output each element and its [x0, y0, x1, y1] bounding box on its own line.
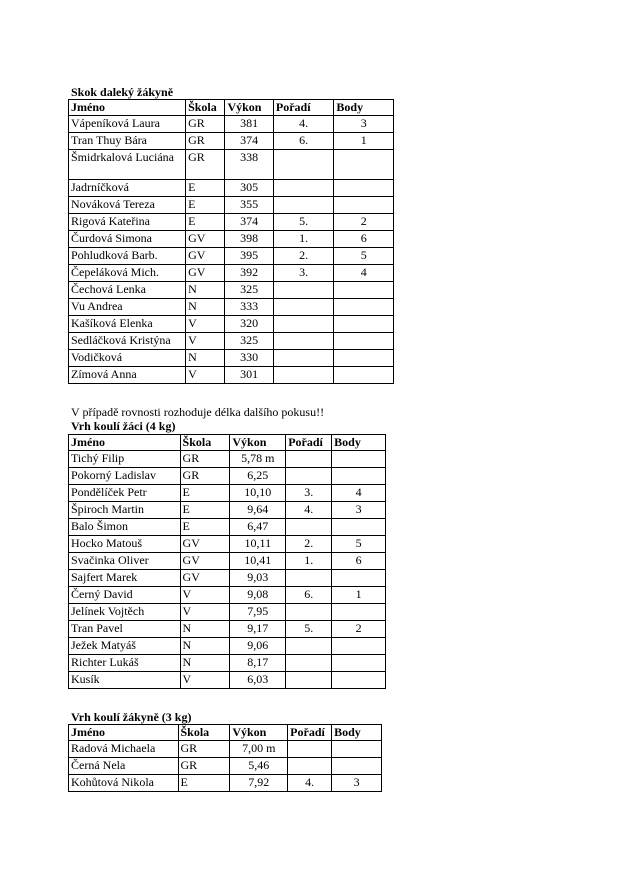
points-cell [334, 282, 394, 299]
result-cell: 5,46 [230, 758, 288, 775]
points-cell: 4 [332, 485, 386, 502]
table-row [69, 248, 394, 265]
header-name: Jméno [69, 725, 179, 741]
rank-cell [286, 638, 332, 655]
rank-cell: 2. [286, 536, 332, 553]
rank-cell [273, 150, 334, 180]
header-points: Body [332, 725, 382, 741]
points-cell: 3 [332, 502, 386, 519]
result-cell: 10,10 [230, 485, 286, 502]
rank-cell: 6. [286, 587, 332, 604]
points-cell [334, 299, 394, 316]
table-row [69, 350, 394, 367]
table-row [69, 570, 386, 587]
points-cell [334, 367, 394, 384]
points-cell: 4 [334, 265, 394, 282]
athlete-name-cell: Vápeníková Laura [69, 116, 186, 133]
result-cell: 374 [225, 133, 273, 150]
table-row [69, 604, 386, 621]
table-row [69, 367, 394, 384]
result-cell: 6,03 [230, 672, 286, 689]
school-cell: E [180, 485, 230, 502]
table-row [69, 519, 386, 536]
rank-cell [273, 299, 334, 316]
points-cell: 3 [332, 775, 382, 792]
table-row [69, 282, 394, 299]
points-cell [332, 570, 386, 587]
athlete-name-cell: Tran Pavel [69, 621, 181, 638]
athlete-name-cell: Špiroch Martin [69, 502, 181, 519]
table-row [69, 536, 386, 553]
athlete-name-cell: Balo Šimon [69, 519, 181, 536]
athlete-name-cell: Tichý Filip [69, 451, 181, 468]
header-name: Jméno [69, 435, 181, 451]
result-cell: 9,64 [230, 502, 286, 519]
result-cell: 398 [225, 231, 273, 248]
athlete-name-cell: Jelínek Vojtěch [69, 604, 181, 621]
rank-cell: 4. [286, 502, 332, 519]
rank-cell [286, 570, 332, 587]
rank-cell [286, 519, 332, 536]
school-cell: GR [178, 758, 230, 775]
result-cell: 301 [225, 367, 273, 384]
header-points: Body [334, 100, 394, 116]
school-cell: GR [186, 150, 225, 180]
rank-cell [286, 655, 332, 672]
table-row [69, 451, 386, 468]
table-row [69, 133, 394, 150]
result-cell: 9,03 [230, 570, 286, 587]
result-cell: 305 [225, 180, 273, 197]
points-cell: 3 [334, 116, 394, 133]
athlete-name-cell: Hocko Matouš [69, 536, 181, 553]
points-cell [332, 604, 386, 621]
athlete-name-cell: Tran Thuy Bára [69, 133, 186, 150]
school-cell: V [186, 333, 225, 350]
rank-cell [273, 197, 334, 214]
points-cell: 1 [332, 587, 386, 604]
school-cell: GR [178, 741, 230, 758]
athlete-name-cell: Ježek Matyáš [69, 638, 181, 655]
athlete-name-cell: Rigová Kateřina [69, 214, 186, 231]
table-row [69, 741, 382, 758]
table-row [69, 553, 386, 570]
rank-cell: 5. [286, 621, 332, 638]
result-cell: 325 [225, 333, 273, 350]
table-row [69, 116, 394, 133]
header-school: Škola [180, 435, 230, 451]
rank-cell [273, 350, 334, 367]
points-cell [332, 638, 386, 655]
header-result: Výkon [230, 725, 288, 741]
rank-cell [286, 451, 332, 468]
school-cell: E [186, 214, 225, 231]
athlete-name-cell: Sedláčková Kristýna [69, 333, 186, 350]
shot-put-girls-table [68, 724, 382, 792]
school-cell: N [186, 299, 225, 316]
rank-cell: 1. [286, 553, 332, 570]
result-cell: 333 [225, 299, 273, 316]
points-cell [332, 451, 386, 468]
points-cell: 1 [334, 133, 394, 150]
result-cell: 395 [225, 248, 273, 265]
school-cell: V [186, 316, 225, 333]
athlete-name-cell: Vodičková [69, 350, 186, 367]
result-cell: 6,25 [230, 468, 286, 485]
header-result: Výkon [230, 435, 286, 451]
table-row [69, 214, 394, 231]
result-cell: 10,41 [230, 553, 286, 570]
rank-cell: 5. [273, 214, 334, 231]
school-cell: GV [180, 553, 230, 570]
athlete-name-cell: Jadrníčková [69, 180, 186, 197]
header-rank: Pořadí [273, 100, 334, 116]
athlete-name-cell: Zímová Anna [69, 367, 186, 384]
result-cell: 9,06 [230, 638, 286, 655]
points-cell [334, 316, 394, 333]
table-row [69, 758, 382, 775]
result-cell: 355 [225, 197, 273, 214]
athlete-name-cell: Černý David [69, 587, 181, 604]
table-body [69, 116, 394, 384]
rank-cell: 6. [273, 133, 334, 150]
school-cell: GR [186, 133, 225, 150]
result-cell: 330 [225, 350, 273, 367]
athlete-name-cell: Sajfert Marek [69, 570, 181, 587]
athlete-name-cell: Svačinka Oliver [69, 553, 181, 570]
points-cell [332, 655, 386, 672]
rank-cell [288, 741, 332, 758]
points-cell: 2 [334, 214, 394, 231]
school-cell: V [180, 672, 230, 689]
rank-cell: 2. [273, 248, 334, 265]
result-cell: 6,47 [230, 519, 286, 536]
school-cell: E [178, 775, 230, 792]
header-name: Jméno [69, 100, 186, 116]
rank-cell [286, 672, 332, 689]
table-row [69, 502, 386, 519]
points-cell [334, 150, 394, 180]
points-cell [334, 350, 394, 367]
school-cell: E [186, 197, 225, 214]
result-cell: 320 [225, 316, 273, 333]
result-cell: 7,00 m [230, 741, 288, 758]
school-cell: V [180, 587, 230, 604]
rank-cell: 4. [273, 116, 334, 133]
points-cell: 6 [334, 231, 394, 248]
table-row [69, 672, 386, 689]
school-cell: GV [180, 536, 230, 553]
points-cell [332, 758, 382, 775]
header-rank: Pořadí [288, 725, 332, 741]
school-cell: V [186, 367, 225, 384]
points-cell: 5 [334, 248, 394, 265]
section1-title: Skok daleký žákyně [71, 85, 174, 99]
athlete-name-cell: Kašíková Elenka [69, 316, 186, 333]
result-cell: 7,92 [230, 775, 288, 792]
school-cell: E [180, 519, 230, 536]
table-row [69, 299, 394, 316]
table-row [69, 265, 394, 282]
school-cell: GV [180, 570, 230, 587]
school-cell: E [180, 502, 230, 519]
school-cell: GR [186, 116, 225, 133]
result-cell: 338 [225, 150, 273, 180]
result-cell: 9,17 [230, 621, 286, 638]
header-result: Výkon [225, 100, 273, 116]
header-school: Škola [178, 725, 230, 741]
header-points: Body [332, 435, 386, 451]
table-row [69, 621, 386, 638]
athlete-name-cell: Kohůtová Nikola [69, 775, 179, 792]
athlete-name-cell: Kusík [69, 672, 181, 689]
table-row [69, 638, 386, 655]
table-header-row [69, 100, 394, 116]
school-cell: N [186, 282, 225, 299]
table-row [69, 333, 394, 350]
rank-cell [273, 282, 334, 299]
points-cell [334, 197, 394, 214]
rank-cell [288, 758, 332, 775]
athlete-name-cell: Čepeláková Mich. [69, 265, 186, 282]
table-row [69, 468, 386, 485]
result-cell: 392 [225, 265, 273, 282]
points-cell [334, 333, 394, 350]
points-cell [332, 468, 386, 485]
rank-cell: 3. [286, 485, 332, 502]
athlete-name-cell: Richter Lukáš [69, 655, 181, 672]
tie-rule-note: V případě rovnosti rozhoduje délka dalšího pokusu!! [71, 405, 325, 419]
table-row [69, 197, 394, 214]
points-cell [332, 519, 386, 536]
section2-title: Vrh koulí žáci (4 kg) [71, 419, 176, 433]
table-row [69, 150, 394, 180]
athlete-name-cell: Čurdová Simona [69, 231, 186, 248]
athlete-name-cell: Šmidrkalová Luciána [69, 150, 186, 180]
result-cell: 7,95 [230, 604, 286, 621]
long-jump-girls-table [68, 99, 394, 384]
points-cell: 5 [332, 536, 386, 553]
athlete-name-cell: Radová Michaela [69, 741, 179, 758]
rank-cell [286, 604, 332, 621]
table-row [69, 180, 394, 197]
table-row [69, 587, 386, 604]
table-row [69, 231, 394, 248]
school-cell: GR [180, 468, 230, 485]
rank-cell [273, 180, 334, 197]
athlete-name-cell: Nováková Tereza [69, 197, 186, 214]
result-cell: 325 [225, 282, 273, 299]
rank-cell [286, 468, 332, 485]
table-row [69, 485, 386, 502]
rank-cell: 3. [273, 265, 334, 282]
school-cell: GV [186, 265, 225, 282]
table-header-row [69, 725, 382, 741]
table-row [69, 655, 386, 672]
result-cell: 374 [225, 214, 273, 231]
table-body [69, 741, 382, 792]
school-cell: V [180, 604, 230, 621]
rank-cell: 1. [273, 231, 334, 248]
result-cell: 381 [225, 116, 273, 133]
athlete-name-cell: Pokorný Ladislav [69, 468, 181, 485]
section3-title: Vrh koulí žákyně (3 kg) [71, 710, 192, 724]
header-rank: Pořadí [286, 435, 332, 451]
result-cell: 9,08 [230, 587, 286, 604]
result-cell: 5,78 m [230, 451, 286, 468]
result-cell: 10,11 [230, 536, 286, 553]
points-cell [332, 672, 386, 689]
points-cell: 2 [332, 621, 386, 638]
school-cell: GV [186, 231, 225, 248]
athlete-name-cell: Vu Andrea [69, 299, 186, 316]
header-school: Škola [186, 100, 225, 116]
table-body [69, 451, 386, 689]
rank-cell [273, 333, 334, 350]
school-cell: GR [180, 451, 230, 468]
school-cell: N [186, 350, 225, 367]
school-cell: E [186, 180, 225, 197]
school-cell: N [180, 655, 230, 672]
school-cell: GV [186, 248, 225, 265]
table-row [69, 775, 382, 792]
rank-cell [273, 316, 334, 333]
athlete-name-cell: Černá Nela [69, 758, 179, 775]
points-cell: 6 [332, 553, 386, 570]
school-cell: N [180, 621, 230, 638]
points-cell [332, 741, 382, 758]
athlete-name-cell: Pondělíček Petr [69, 485, 181, 502]
points-cell [334, 180, 394, 197]
shot-put-boys-table [68, 434, 386, 689]
rank-cell: 4. [288, 775, 332, 792]
rank-cell [273, 367, 334, 384]
result-cell: 8,17 [230, 655, 286, 672]
athlete-name-cell: Pohludková Barb. [69, 248, 186, 265]
school-cell: N [180, 638, 230, 655]
table-header-row [69, 435, 386, 451]
table-row [69, 316, 394, 333]
athlete-name-cell: Čechová Lenka [69, 282, 186, 299]
